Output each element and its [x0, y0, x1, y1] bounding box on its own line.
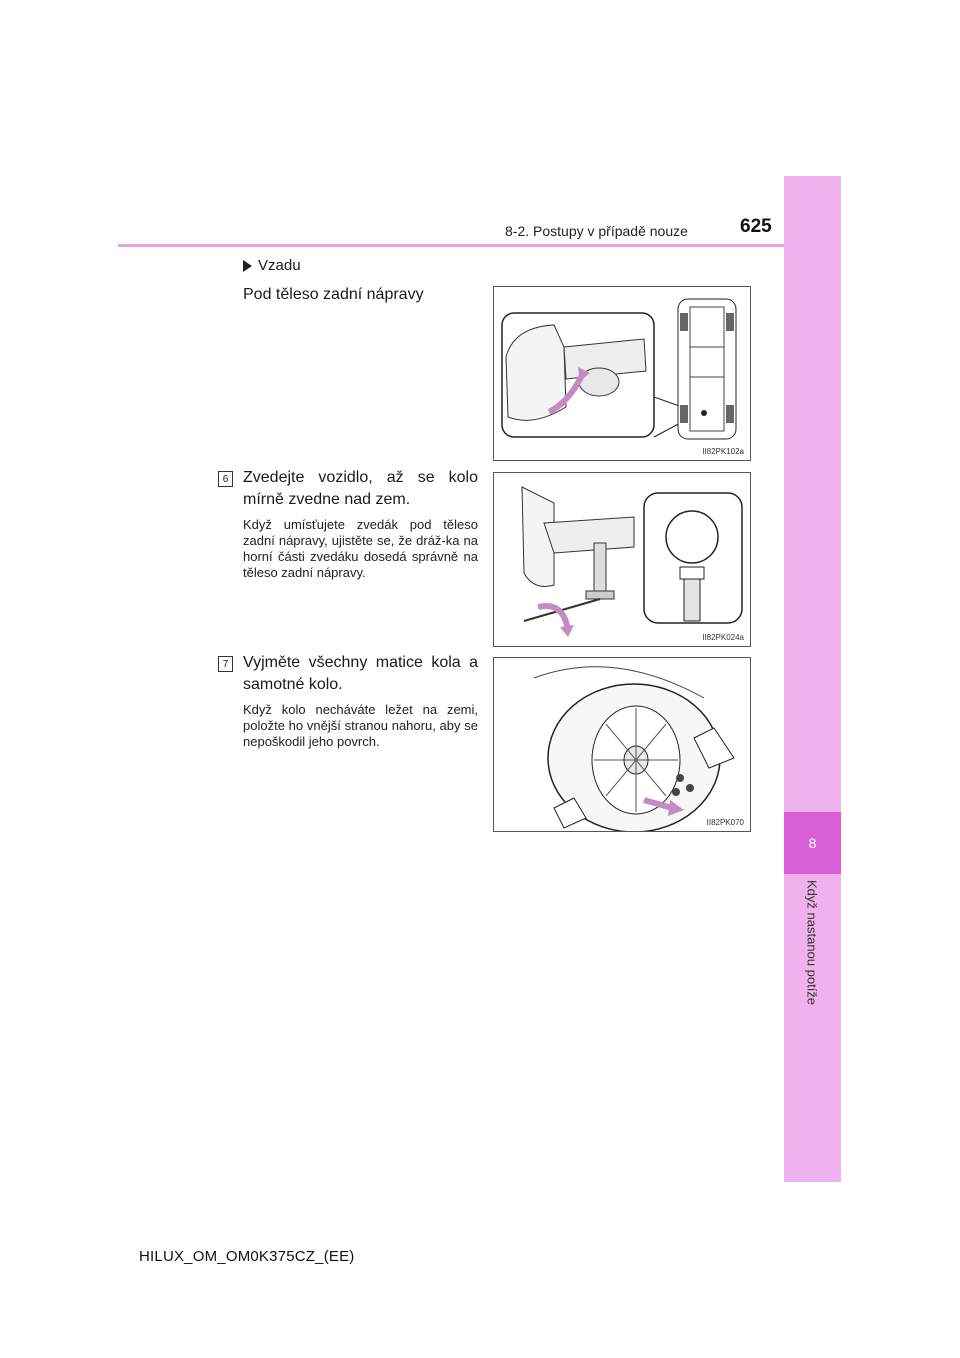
step-body: Když kolo necháváte ležet na zemi, položte ho vnější stranou nahoru, aby se nepoškodil jeho povrch.: [243, 702, 478, 749]
document-footer: HILUX_OM_OM0K375CZ_(EE): [139, 1248, 355, 1265]
bullet-label: Vzadu: [258, 257, 301, 274]
step-number-badge: 7: [218, 656, 233, 672]
jack-illustration: [494, 473, 750, 646]
bullet-item: [243, 257, 301, 274]
step-title: Zvedejte vozidlo, až se kolo mírně zvedne nad zem.: [243, 469, 478, 508]
chapter-number: 8: [784, 812, 841, 874]
section-title: 8-2. Postupy v případě nouze: [505, 223, 688, 239]
figure-rear-axle: [493, 286, 751, 461]
figure-code: II82PK102a: [702, 447, 744, 456]
figure-code: II82PK024a: [702, 633, 744, 642]
figure-code: II82PK070: [706, 818, 744, 827]
wheel-illustration: [494, 658, 750, 831]
figure-wheel-removal: [493, 657, 751, 832]
step-title: Vyjměte všechny matice kola a samotné kolo.: [243, 654, 478, 693]
subheading: Pod těleso zadní nápravy: [243, 286, 424, 303]
chapter-title: Když nastanou potíže: [804, 880, 820, 1006]
page-number: 625: [740, 216, 772, 237]
header-rule: [118, 244, 784, 247]
figure-jack-placement: [493, 472, 751, 647]
rear-axle-illustration: [494, 287, 750, 460]
chapter-title-vertical: [784, 880, 841, 1040]
step-number-badge: 6: [218, 471, 233, 487]
triangle-right-icon: [243, 260, 252, 272]
step-body: Když umísťujete zvedák pod těleso zadní nápravy, ujistěte se, že dráž-ka na horní části zvedáku dosedá správně na těleso zadní nápravy.: [243, 517, 478, 580]
